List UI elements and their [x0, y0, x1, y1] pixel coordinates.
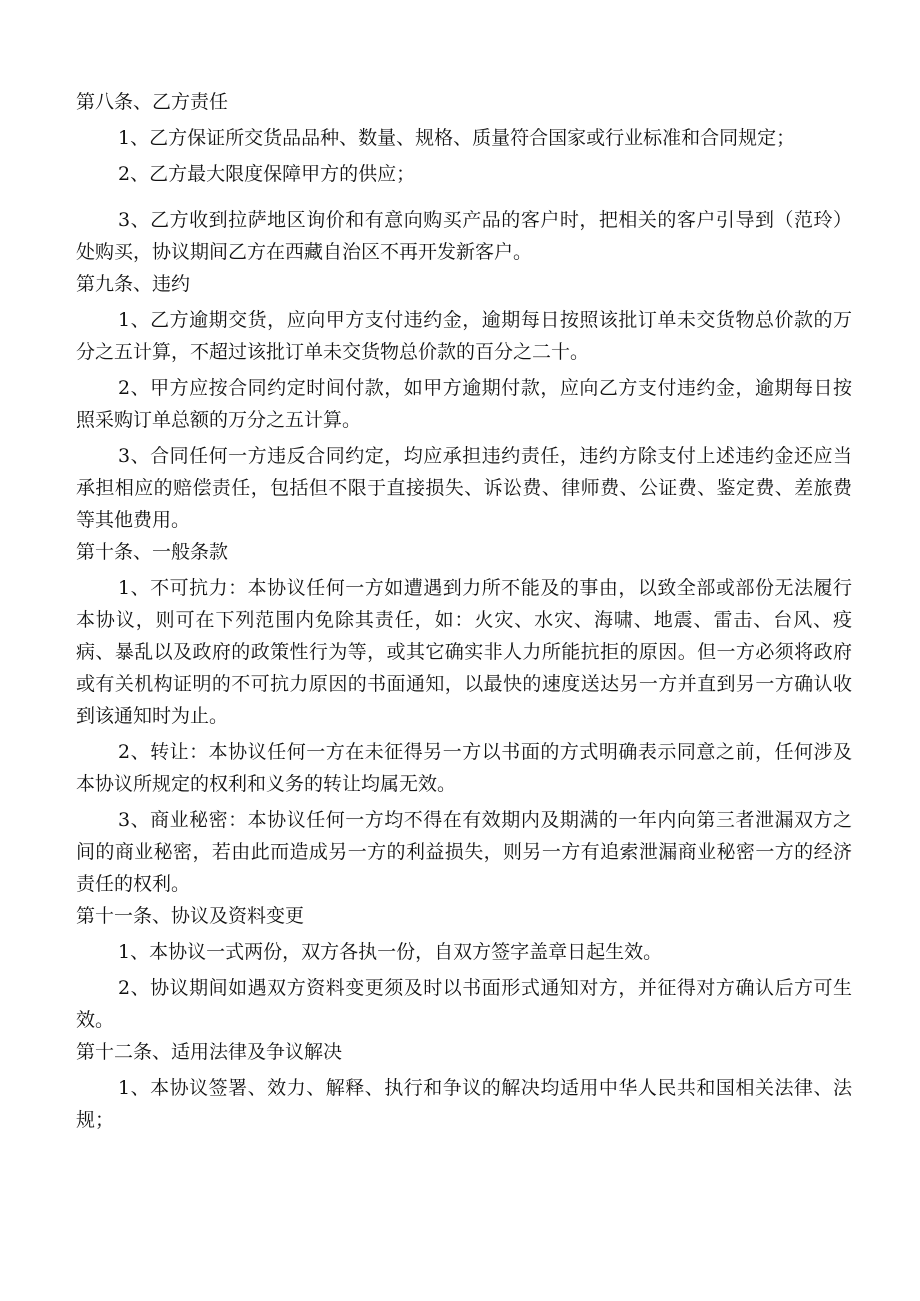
section-heading-9: 第九条、违约 — [76, 273, 191, 295]
section-heading-11: 第十一条、协议及资料变更 — [76, 905, 305, 927]
clause-9-1: 1、乙方逾期交货，应向甲方支付违约金，逾期每日按照该批订单未交货物总价款的万分之五计算，不超过该批订单未交货物总价款的百分之二十。 — [76, 309, 852, 363]
clause-11-2: 2、协议期间如遇双方资料变更须及时以书面形式通知对方，并征得对方确认后方可生效。 — [76, 977, 852, 1031]
section-heading-10: 第十条、一般条款 — [76, 541, 229, 563]
clause-8-1: 1、乙方保证所交货品品种、数量、规格、质量符合国家或行业标准和合同规定； — [118, 127, 796, 149]
clause-10-3: 3、商业秘密：本协议任何一方均不得在有效期内及期满的一年内向第三者泄漏双方之间的商业秘密，若由此而造成另一方的利益损失，则另一方有追索泄漏商业秘密一方的经济责任的权利。 — [76, 809, 852, 895]
section-heading-12: 第十二条、适用法律及争议解决 — [76, 1041, 343, 1063]
clause-10-1: 1、不可抗力：本协议任何一方如遭遇到力所不能及的事由，以致全部或部份无法履行本协议，则可在下列范围内免除其责任，如：火灾、水灾、海啸、地震、雷击、台风、疫病、暴乱以及政府的政策性行为等，或其它确实非人力所能抗拒的原因。但一方必须将政府或有关机构证明的不可抗力原因的书面通知，以最快的速度送达另一方并直到另一方确认收到该通知时为止。 — [76, 577, 852, 727]
section-heading-8: 第八条、乙方责任 — [76, 91, 229, 113]
clause-9-2: 2、甲方应按合同约定时间付款，如甲方逾期付款，应向乙方支付违约金，逾期每日按照采购订单总额的万分之五计算。 — [76, 377, 852, 431]
clause-8-3: 3、乙方收到拉萨地区询价和有意向购买产品的客户时，把相关的客户引导到（范玲）处购买，协议期间乙方在西藏自治区不再开发新客户。 — [76, 209, 852, 263]
document-page — [76, 86, 852, 1136]
clause-10-2: 2、转让：本协议任何一方在未征得另一方以书面的方式明确表示同意之前，任何涉及本协议所规定的权利和义务的转让均属无效。 — [76, 741, 852, 795]
clause-11-1: 1、本协议一式两份，双方各执一份，自双方签字盖章日起生效。 — [118, 941, 663, 963]
clause-12-1: 1、本协议签署、效力、解释、执行和争议的解决均适用中华人民共和国相关法律、法规； — [76, 1077, 852, 1131]
clause-8-2: 2、乙方最大限度保障甲方的供应； — [118, 163, 416, 185]
clause-9-3: 3、合同任何一方违反合同约定，均应承担违约责任，违约方除支付上述违约金还应当承担相应的赔偿责任，包括但不限于直接损失、诉讼费、律师费、公证费、鉴定费、差旅费等其他费用。 — [76, 445, 852, 531]
